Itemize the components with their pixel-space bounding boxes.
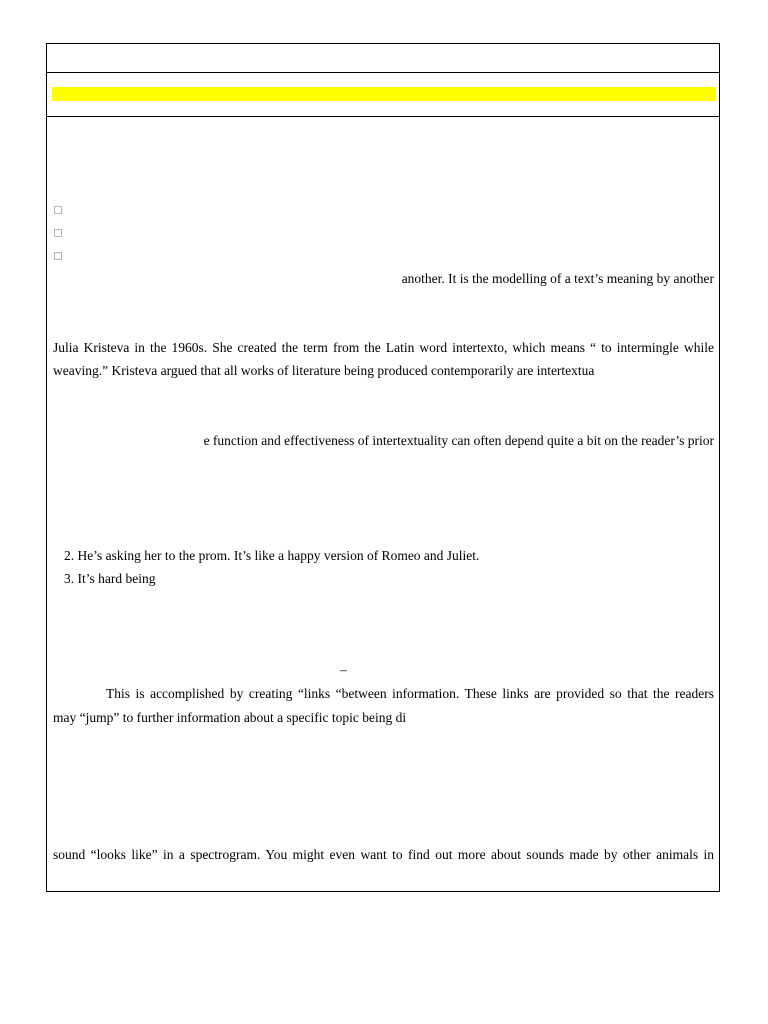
text-line: This is accomplished by creating “links “between information. These links are provided so that the readers xyxy=(106,686,714,701)
yellow-highlight-bar xyxy=(52,87,716,101)
list-item: 2. He’s asking her to the prom. It’s like a happy version of Romeo and Juliet. xyxy=(64,548,480,563)
list-item: 3. It’s hard being xyxy=(64,571,156,586)
text-line: Julia Kristeva in the 1960s. She created the term from the Latin word intertexto, which means “ to intermingle while xyxy=(53,340,714,355)
text-line: weaving.” Kristeva argued that all works of literature being produced contemporarily are intertextua xyxy=(53,363,595,378)
text-line: another. It is the modelling of a text’s meaning by another xyxy=(401,271,714,286)
checkbox-icon xyxy=(54,206,62,214)
document-table xyxy=(46,43,720,892)
text-line: e function and effectiveness of intertextuality can often depend quite a bit on the reader’s prior xyxy=(203,433,714,448)
text-line: sound “looks like” in a spectrogram. You might even want to find out more about sounds made by other animals in xyxy=(53,847,714,862)
dash-mark: – xyxy=(340,662,347,677)
highlight-row xyxy=(47,73,719,117)
text-line: may “jump” to further information about a specific topic being di xyxy=(53,710,407,725)
checkbox-icon xyxy=(54,252,62,260)
table-header-row xyxy=(47,44,719,73)
checkbox-icon xyxy=(54,229,62,237)
